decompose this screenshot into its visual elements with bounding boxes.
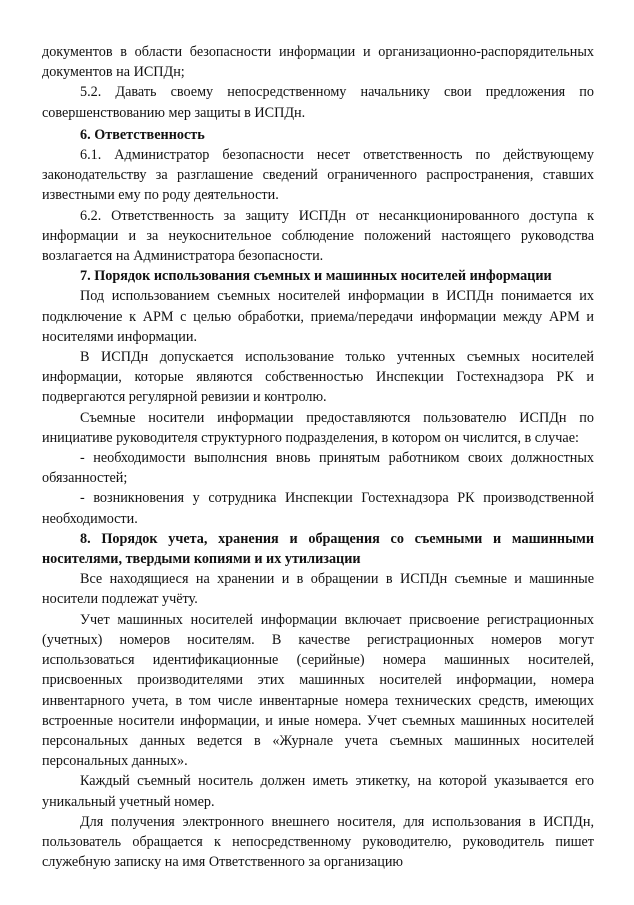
paragraph-media-accounting: Все находящиеся на хранении и в обращении в ИСПДн съемные и машинные носители подлежат учёту.: [42, 571, 594, 608]
paragraph-obtaining-media: Для получения электронного внешнего носителя, для использования в ИСПДн, пользователь обращается к непосредственному руководителю, руководитель пишет служебную записку на имя Ответственного за организацию: [42, 813, 594, 871]
paragraph-media-label: Каждый съемный носитель должен иметь этикетку, на которой указывается его уникальный учетный номер.: [42, 773, 594, 810]
section-heading-7: 7. Порядок использования съемных и машинных носителей информации: [80, 268, 552, 285]
list-item-necessity: - возникновения у сотрудника Инспекции Гостехнадзора РК производственной необходимости.: [42, 490, 594, 527]
paragraph-media-provision: Съемные носители информации предоставляются пользователю ИСПДн по инициативе руководителя структурного подразделения, в котором он числится, в случае:: [42, 409, 594, 446]
paragraph-6-1: 6.1. Администратор безопасности несет ответственность по действующему законодательству за разглашение сведений ограниченного распространения, ставших известными ему по роду деятельности.: [42, 147, 594, 204]
paragraph-removable-media-use: Под использованием съемных носителей информации в ИСПДн понимается их подключение к АРМ с целью обработки, приема/передачи информации между АРМ и носителями информации.: [42, 288, 594, 345]
paragraph-registration-numbers: Учет машинных носителей информации включает присвоение регистрационных (учетных) номеров носителям. В качестве регистрационных номеров могут использоваться идентификационные (серийные) номера машинных носителей, присвоенных производителями этих машинных носителей информации, номера инвентарного учета, в том числе инвентарные номера технических средств, имеющих встроенные носители информации, и иные номера. Учет съемных машинных носителей персональных данных ведется в «Журнале учета съемных машинных носителей персональных данных».: [42, 611, 594, 770]
paragraph-6-2: 6.2. Ответственность за защиту ИСПДн от несанкционированного доступа к информации и за неукоснительное соблюдение положений настоящего руководства возлагается на Администратора безопасности.: [42, 207, 594, 265]
paragraph-registered-media: В ИСПДн допускается использование только учтенных съемных носителей информации, которые являются собственностью Инспекции Гостехнадзора РК и подвергаются регулярной ревизии и контролю.: [42, 349, 594, 406]
section-heading-8: 8. Порядок учета, хранения и обращения со съемными и машинными носителями, твердыми копиями и их утилизации: [42, 530, 594, 568]
list-item-duties: - необходимости выполнсния вновь принятым работником своих должностных обязанностей;: [42, 450, 594, 487]
section-heading-6: 6. Ответственность: [80, 126, 205, 143]
paragraph-5-2: 5.2. Давать своему непосредственному начальнику свои предложения по совершенствованию мер защиты в ИСПДн.: [42, 84, 594, 121]
paragraph-continuation: документов в области безопасности информации и организационно-распорядительных документов на ИСПДн;: [42, 44, 594, 81]
document-page: [42, 42, 594, 872]
